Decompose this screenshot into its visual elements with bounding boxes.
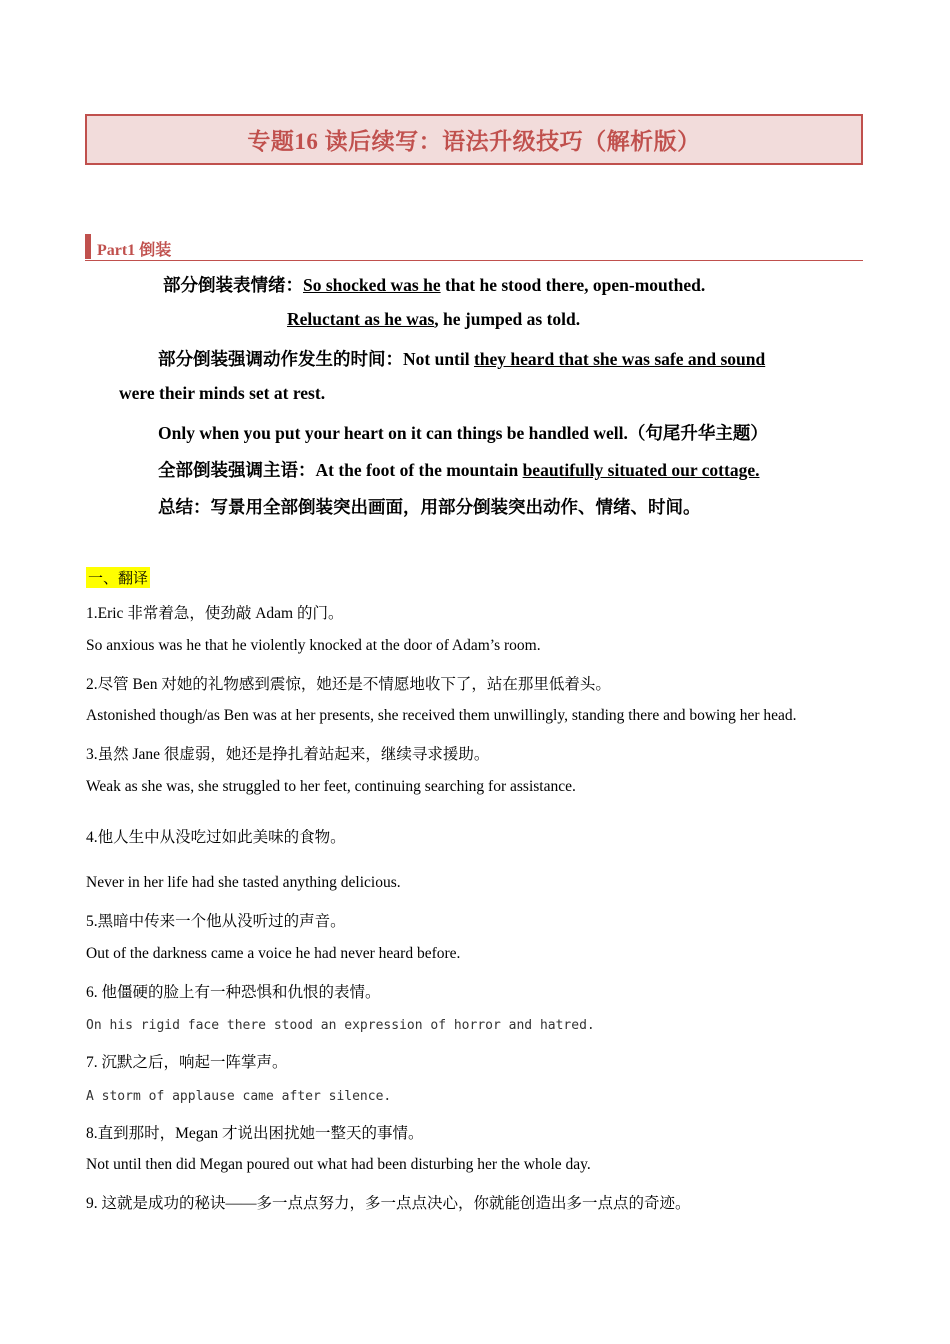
item-line: Astonished though/as Ben was at her presents, she received them unwillingly, standing there and bowing her head. (86, 707, 797, 724)
example-line-2 (287, 309, 580, 330)
item-line: On his rigid face there stood an expression of horror and hatred. (86, 1018, 595, 1033)
summary-line: 总结：写景用全部倒装突出画面，用部分倒装突出动作、情绪、时间。 (158, 497, 701, 517)
example-label: 全部倒装强调主语： (158, 460, 316, 480)
section-label: 一、翻译 (86, 567, 150, 588)
item-line: 5.黑暗中传来一个他从没听过的声音。 (86, 913, 346, 930)
item-line: 1.Eric 非常着急，使劲敲 Adam 的门。 (86, 605, 344, 622)
item-line: Out of the darkness came a voice he had never heard before. (86, 945, 461, 962)
item-line: Never in her life had she tasted anything delicious. (86, 874, 401, 891)
example-line-3-cont: were their minds set at rest. (119, 383, 326, 403)
example-underlined: Reluctant as he was (287, 309, 435, 329)
item-line: 7. 沉默之后，响起一阵掌声。 (86, 1054, 288, 1071)
part-title: Part1 倒装 (97, 242, 172, 259)
page-title: 专题16 读后续写：语法升级技巧（解析版） (247, 129, 701, 154)
item-line: 9. 这就是成功的秘诀——多一点点努力，多一点点决心，你就能创造出多一点点的奇迹。 (86, 1195, 691, 1212)
example-line-1 (163, 272, 705, 297)
item-line: Not until then did Megan poured out what had been disturbing her the whole day. (86, 1156, 591, 1173)
example-text: At the foot of the mountain (315, 460, 523, 480)
example-underlined: they heard that she was safe and sound (473, 349, 766, 369)
item-line: 4.他人生中从没吃过如此美味的食物。 (86, 829, 346, 846)
item-line: 2.尽管 Ben 对她的礼物感到震惊，她还是不情愿地收下了，站在那里低着头。 (86, 676, 611, 693)
part-header (85, 234, 863, 261)
item-line: A storm of applause came after silence. (86, 1089, 392, 1104)
part-accent-bar (85, 234, 91, 259)
example-label: 部分倒装表情绪： (163, 275, 303, 295)
example-line-5 (158, 457, 759, 482)
example-line-3 (158, 346, 765, 371)
example-text: , he jumped as told. (434, 309, 581, 329)
title-box (85, 114, 863, 165)
item-line: So anxious was he that he violently knocked at the door of Adam’s room. (86, 637, 541, 654)
example-label: 部分倒装强调动作发生的时间： (158, 349, 403, 369)
example-underlined: So shocked was he (303, 275, 441, 295)
item-line: 3.虽然 Jane 很虚弱，她还是挣扎着站起来，继续寻求援助。 (86, 746, 490, 763)
example-line-4: Only when you put your heart on it can things be handled well.（句尾升华主题） (158, 423, 768, 443)
example-underlined: beautifully situated our cottage. (522, 460, 760, 480)
item-line: Weak as she was, she struggled to her feet, continuing searching for assistance. (86, 778, 576, 795)
item-line: 8.直到那时，Megan 才说出困扰她一整天的事情。 (86, 1125, 424, 1142)
item-line: 6. 他僵硬的脸上有一种恐惧和仇恨的表情。 (86, 984, 381, 1001)
example-text: that he stood there, open-mouthed. (440, 275, 706, 295)
example-text: Not until (403, 349, 474, 369)
